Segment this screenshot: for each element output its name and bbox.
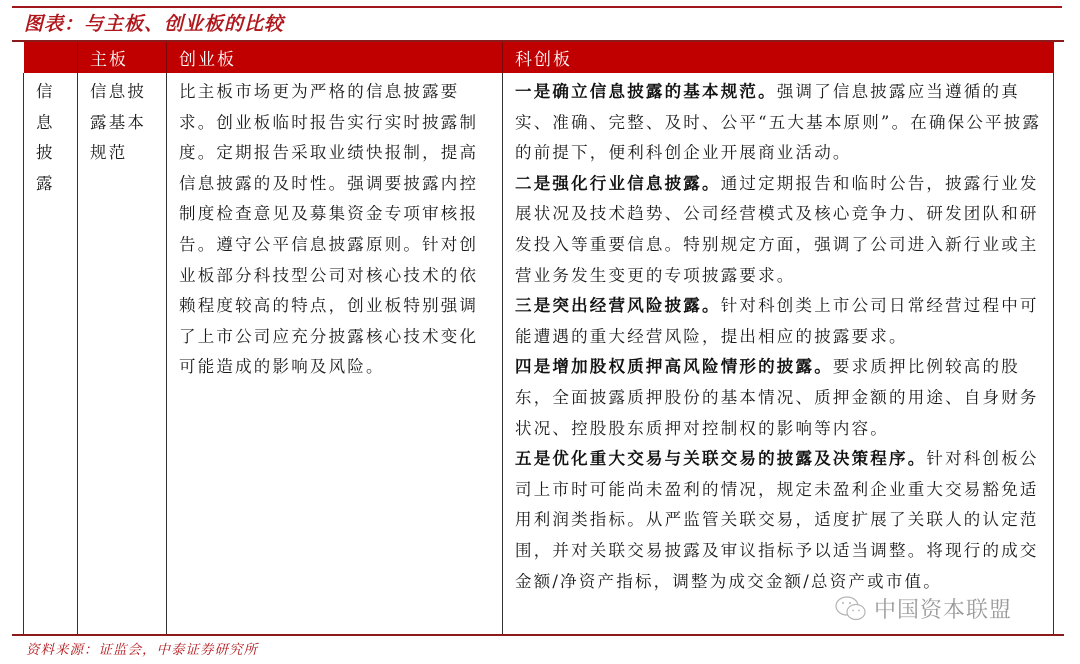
- star-item-heading: 五是优化重大交易与关联交易的披露及决策程序。: [515, 449, 927, 469]
- main-board-text: 信息披露基本规范: [90, 82, 147, 163]
- star-item-heading: 一是确立信息披露的基本规范。: [515, 82, 777, 101]
- chinext-text: 比主板市场更为严格的信息披露要求。创业板临时报告实行实时披露制度。定期报告采取业绩快报制，提高信息披露的及时性。强调要披露内控制度检查意见及募集资金专项审核报告。遵守公平信息披露原则。针对创业板部分科技型公司对核心技术的依赖程度较高的特点，创业板特别强调了上市公司应充分披露核心技术变化可能造成的影响及风险。: [179, 82, 479, 377]
- watermark: [834, 593, 1012, 624]
- star-item-heading: 三是突出经营风险披露。: [515, 296, 721, 316]
- star-item-heading: 二是强化行业信息披露。: [515, 173, 721, 193]
- cell-star-market: [503, 73, 1054, 634]
- star-item-heading: 四是增加股权质押高风险情形的披露。: [515, 357, 833, 377]
- header-category: [24, 42, 78, 73]
- star-item-text: 要求质押比例较高的股东，全面披露质押股份的基本情况、质押金额的用途、自身财务状况、控股股东质押对控制权的影响等内容。: [515, 357, 1039, 438]
- star-item-2: [515, 169, 1047, 291]
- category-label: 信息披露: [36, 82, 55, 193]
- cell-chinext: [167, 73, 503, 634]
- cell-category: [24, 73, 78, 634]
- star-item-text: 强调了信息披露应当遵循的真实、准确、完整、及时、公平“五大基本原则”。在确保公平披露的前提下，便利科创企业开展商业活动。: [515, 82, 1042, 163]
- cell-main-board: [78, 73, 167, 634]
- top-rule: [12, 6, 1062, 8]
- star-item-text: 通过定期报告和临时公告，披露行业发展状况及技术趋势、公司经营模式及核心竞争力、研发团队和研发投入等重要信息。特别规定方面，强调了公司进入新行业或主营业务发生变更的专项披露要求。: [515, 173, 1039, 285]
- wechat-icon: [834, 595, 868, 623]
- header-main-board: 主板: [78, 42, 167, 73]
- comparison-table: [23, 42, 1054, 634]
- table-header-row: [24, 42, 1054, 73]
- star-item-text: 针对科创板公司上市时可能尚未盈利的情况，规定未盈利企业重大交易豁免适用利润类指标。从严监管关联交易，适度扩展了关联人的认定范围，并对关联交易披露及审议指标予以适当调整。将现行的成交金额/净资产指标，调整为成交金额/总资产或市值。: [515, 449, 1039, 591]
- header-chinext: 创业板: [167, 42, 503, 73]
- header-star-market: 科创板: [503, 42, 1054, 73]
- star-item-3: [515, 291, 1047, 352]
- bottom-rule: [12, 634, 1064, 636]
- watermark-text: 中国资本联盟: [874, 598, 1013, 623]
- source-note: 资料来源：证监会，中泰证券研究所: [26, 642, 258, 658]
- figure-title: 图表：与主板、创业板的比较: [24, 13, 285, 35]
- star-item-4: [515, 352, 1047, 444]
- star-item-5: [515, 444, 1047, 597]
- star-item-text: 针对科创类上市公司日常经营过程中可能遭遇的重大经营风险，提出相应的披露要求。: [515, 296, 1039, 346]
- table-row: [24, 73, 1054, 634]
- star-item-1: [515, 77, 1047, 169]
